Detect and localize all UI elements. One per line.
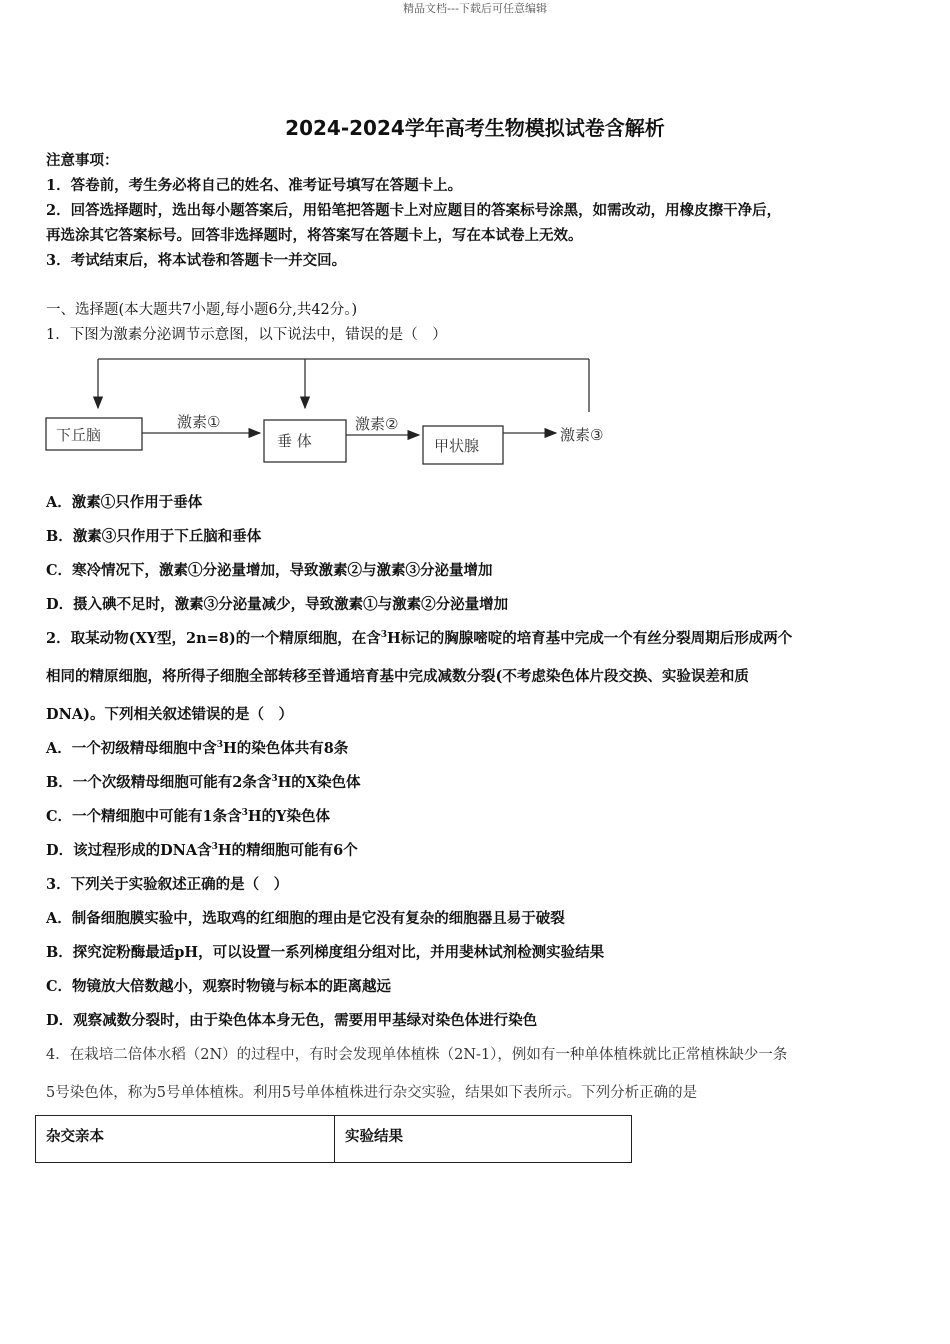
page-header: 精品文档---下载后可任意编辑 (403, 2, 547, 15)
q2-option-d (46, 842, 358, 860)
q2-c-pre: C．一个精细胞中可能有1条含 (46, 808, 242, 825)
label-hypothalamus: 下丘脑 (56, 426, 102, 444)
notice-heading: 注意事项： (46, 152, 119, 169)
q2-stem-post: H标记的胸腺嘧啶的培育基中完成一个有丝分裂周期后形成两个 (387, 630, 793, 647)
table-row (36, 1116, 632, 1163)
label-hormone-1: 激素① (177, 413, 221, 431)
label-hormone-2: 激素② (355, 415, 399, 433)
notice-item-2a: 2．回答选择题时，选出每小题答案后，用铅笔把答题卡上对应题目的答案标号涂黑，如需改动，用橡皮擦干净后， (46, 202, 782, 219)
q3-option-c: C．物镜放大倍数越小，观察时物镜与标本的距离越远 (46, 978, 392, 995)
label-thyroid: 甲状腺 (434, 437, 480, 455)
label-pituitary: 垂 体 (277, 432, 312, 450)
q4-table (35, 1115, 632, 1163)
q2-b-post: H的X染色体 (277, 774, 361, 791)
q2-stem-line-2: 相同的精原细胞，将所得子细胞全部转移至普通培育基中完成减数分裂(不考虑染色体片段交换、实验误差和质 (46, 668, 749, 685)
section-heading: 一、选择题(本大题共7小题,每小题6分,共42分。) (46, 302, 358, 318)
q1-stem: 1．下图为激素分泌调节示意图，以下说法中，错误的是（ ） (46, 327, 447, 343)
page-title: 2024-2024学年高考生物模拟试卷含解析 (285, 116, 665, 140)
q1-option-c: C．寒冷情况下，激素①分泌量增加，导致激素②与激素③分泌量增加 (46, 562, 493, 579)
notice-item-3: 3．考试结束后，将本试卷和答题卡一并交回。 (46, 252, 347, 269)
q3-option-b: B．探究淀粉酶最适pH，可以设置一系列梯度组分组对比，并用斐林试剂检测实验结果 (46, 944, 605, 961)
label-hormone-3: 激素③ (560, 426, 604, 444)
notice-item-1: 1．答卷前，考生务必将自己的姓名、准考证号填写在答题卡上。 (46, 177, 463, 194)
notice-item-2b: 再选涂其它答案标号。回答非选择题时，将答案写在答题卡上，写在本试卷上无效。 (46, 227, 583, 244)
q1-option-b: B．激素③只作用于下丘脑和垂体 (46, 528, 262, 545)
q4-stem-line-1: 4．在栽培二倍体水稻（2N）的过程中，有时会发现单体植株（2N-1），例如有一种单体植株就比正常植株缺少一条 (46, 1047, 788, 1063)
q2-a-post: H的染色体共有8条 (223, 740, 349, 757)
q2-c-sup: 3 (241, 808, 248, 819)
hormone-regulation-diagram (40, 350, 630, 470)
q2-option-b (46, 774, 361, 792)
q3-option-a: A．制备细胞膜实验中，选取鸡的红细胞的理由是它没有复杂的细胞器且易于破裂 (46, 910, 565, 927)
q2-stem-pre: 2．取某动物(XY型，2n=8)的一个精原细胞，在含 (46, 630, 381, 647)
q2-d-sup: 3 (211, 842, 218, 853)
q2-b-sup: 3 (271, 774, 278, 785)
table-header-cross-parents: 杂交亲本 (36, 1116, 335, 1163)
q3-option-d: D．观察减数分裂时，由于染色体本身无色，需要用甲基绿对染色体进行染色 (46, 1012, 538, 1029)
q2-stem-line-3: DNA)。下列相关叙述错误的是（ ） (46, 706, 293, 723)
q2-a-pre: A．一个初级精母细胞中含 (46, 740, 217, 757)
q2-d-pre: D．该过程形成的DNA含 (46, 842, 212, 859)
q2-a-sup: 3 (216, 740, 224, 751)
q4-stem-line-2: 5号染色体，称为5号单体植株。利用5号单体植株进行杂交实验，结果如下表所示。下列分析正确的是 (46, 1085, 698, 1101)
q2-option-a (46, 740, 348, 758)
q2-d-post: H的精细胞可能有6个 (217, 842, 358, 859)
q1-option-d: D．摄入碘不足时，激素③分泌量减少，导致激素①与激素②分泌量增加 (46, 596, 509, 613)
q2-b-pre: B．一个次级精母细胞可能有2条含 (46, 774, 272, 791)
q2-option-c (46, 808, 330, 826)
q1-option-a: A．激素①只作用于垂体 (46, 494, 203, 511)
table-header-results: 实验结果 (335, 1116, 632, 1163)
q3-stem: 3．下列关于实验叙述正确的是（ ） (46, 876, 289, 893)
q2-stem-line-1 (46, 630, 792, 648)
q2-sup: 3 (380, 630, 388, 641)
q2-c-post: H的Y染色体 (247, 808, 330, 825)
